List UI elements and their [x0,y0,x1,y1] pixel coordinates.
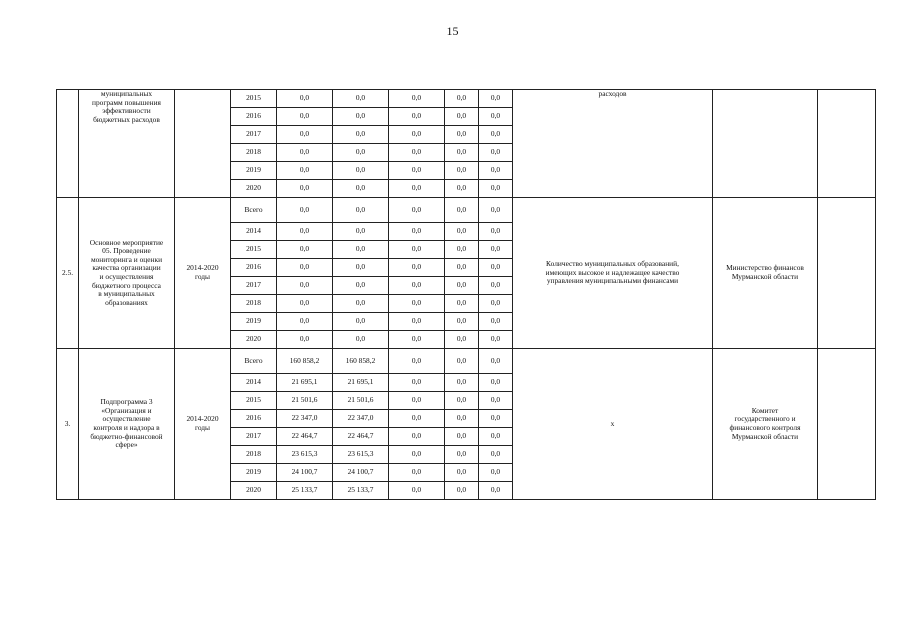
year-cell: 2016 [231,259,277,277]
value-cell: 0,0 [277,331,333,349]
indicator-text: расходов [598,89,627,98]
blank-cell [818,349,876,500]
item-name-line: эффективности [102,106,151,116]
value-cell: 0,0 [333,90,389,108]
indicator-line: Количество муниципальных образований, [546,259,679,269]
blank-cell [818,90,876,198]
year-cell: 2018 [231,295,277,313]
value-cell: 0,0 [333,331,389,349]
year-cell: 2015 [231,90,277,108]
value-cell: 0,0 [445,374,479,392]
value-cell: 0,0 [333,295,389,313]
value-cell: 0,0 [389,482,445,500]
value-cell: 0,0 [277,144,333,162]
value-cell: 0,0 [333,108,389,126]
value-cell: 0,0 [479,331,513,349]
value-cell: 0,0 [333,241,389,259]
value-cell: 0,0 [479,464,513,482]
value-cell: 0,0 [479,428,513,446]
value-cell: 24 100,7 [333,464,389,482]
value-cell: 25 133,7 [333,482,389,500]
value-cell: 0,0 [333,162,389,180]
period-cell [175,349,231,500]
item-name-line: программ повышения [92,97,161,107]
value-cell: 0,0 [277,198,333,223]
item-name-line: в муниципальных [98,289,155,299]
executor-line: Министерство финансов [726,263,804,273]
value-cell: 0,0 [479,410,513,428]
year-cell: 2016 [231,108,277,126]
value-cell: 0,0 [277,259,333,277]
value-cell: 0,0 [445,410,479,428]
value-cell: 0,0 [389,277,445,295]
value-cell: 0,0 [389,90,445,108]
value-cell: 0,0 [445,428,479,446]
period-line: 2014-2020 [186,263,219,273]
value-cell: 0,0 [277,90,333,108]
value-cell: 0,0 [479,277,513,295]
value-cell: 0,0 [479,126,513,144]
indicator-cell [513,90,713,198]
value-cell: 22 347,0 [333,410,389,428]
item-name-line: 05. Проведение [102,246,151,256]
value-cell: 21 501,6 [333,392,389,410]
value-cell: 0,0 [277,126,333,144]
item-number-cell [57,198,79,349]
value-cell: 0,0 [445,392,479,410]
value-cell: 0,0 [333,277,389,295]
value-cell: 160 858,2 [277,349,333,374]
value-cell: 0,0 [445,464,479,482]
item-name-cell [79,90,175,198]
value-cell: 0,0 [479,198,513,223]
table-row [57,198,876,223]
item-name-line: мониторинга и оценки [90,254,163,264]
value-cell: 0,0 [333,259,389,277]
executor-line: Мурманской области [731,272,799,281]
blank-cell [818,198,876,349]
budget-table [56,89,876,500]
year-cell: 2016 [231,410,277,428]
year-cell: 2018 [231,144,277,162]
value-cell: 0,0 [479,295,513,313]
value-cell: 0,0 [389,374,445,392]
value-cell: 160 858,2 [333,349,389,374]
indicator-cell [513,198,713,349]
page-number: 15 [446,24,459,38]
value-cell: 0,0 [445,331,479,349]
value-cell: 23 615,3 [333,446,389,464]
value-cell: 0,0 [333,144,389,162]
value-cell: 0,0 [389,144,445,162]
value-cell: 0,0 [479,108,513,126]
value-cell: 0,0 [389,162,445,180]
value-cell: 0,0 [445,126,479,144]
executor-line: финансового контроля [729,423,801,432]
year-cell: 2014 [231,223,277,241]
year-cell: 2019 [231,313,277,331]
item-number: 2.5. [61,267,74,277]
period-line: 2014-2020 [186,414,219,424]
value-cell: 0,0 [389,223,445,241]
year-cell: 2014 [231,374,277,392]
year-cell: 2019 [231,464,277,482]
year-cell: 2017 [231,126,277,144]
value-cell: 22 464,7 [277,428,333,446]
year-cell: 2017 [231,277,277,295]
value-cell: 0,0 [445,277,479,295]
value-cell: 0,0 [479,392,513,410]
period-line: годы [194,423,211,432]
year-cell: 2020 [231,180,277,198]
value-cell: 0,0 [479,259,513,277]
executor-line: государственного и [734,414,796,424]
year-cell: 2015 [231,241,277,259]
indicator-line: имеющих высокое и надлежащее качество [545,267,680,277]
value-cell: 22 464,7 [333,428,389,446]
value-cell: 24 100,7 [277,464,333,482]
value-cell: 0,0 [389,331,445,349]
value-cell: 0,0 [479,144,513,162]
value-cell: 0,0 [445,446,479,464]
value-cell: 0,0 [277,295,333,313]
indicator-cell [513,349,713,500]
value-cell: 0,0 [479,90,513,108]
item-name-line: муниципальных [100,89,153,98]
item-number-cell [57,349,79,500]
value-cell: 0,0 [445,108,479,126]
value-cell: 0,0 [479,313,513,331]
value-cell: 0,0 [277,162,333,180]
item-name-line: бюджетного процесса [92,280,161,290]
value-cell: 0,0 [445,162,479,180]
value-cell: 0,0 [277,108,333,126]
value-cell: 0,0 [479,223,513,241]
year-cell: 2017 [231,428,277,446]
value-cell: 21 501,6 [277,392,333,410]
value-cell: 0,0 [333,223,389,241]
value-cell: 0,0 [389,410,445,428]
year-cell: 2018 [231,446,277,464]
value-cell: 0,0 [277,277,333,295]
value-cell: 0,0 [277,180,333,198]
value-cell: 0,0 [445,223,479,241]
value-cell: 0,0 [333,180,389,198]
item-name-line: образованиях [105,297,148,307]
value-cell: 0,0 [277,241,333,259]
year-cell: 2020 [231,482,277,500]
value-cell: 0,0 [479,349,513,374]
value-cell: 0,0 [445,295,479,313]
value-cell: 0,0 [389,241,445,259]
indicator-line: управления муниципальными финансами [546,276,679,286]
value-cell: 0,0 [389,295,445,313]
item-number: 3. [64,418,71,428]
item-name-line: бюджетно-финансовой [90,431,163,441]
item-name-line: контроля и надзора в [93,423,160,432]
year-cell: Всего [231,198,277,223]
indicator-text: х [610,418,615,428]
value-cell: 0,0 [333,313,389,331]
value-cell: 0,0 [445,349,479,374]
executor-cell [713,90,818,198]
value-cell: 21 695,1 [333,374,389,392]
value-cell: 25 133,7 [277,482,333,500]
value-cell: 0,0 [445,198,479,223]
executor-cell [713,349,818,500]
executor-cell [713,198,818,349]
value-cell: 22 347,0 [277,410,333,428]
item-name-line: Основное мероприятие [89,237,164,247]
year-cell: Всего [231,349,277,374]
item-name-line: сфере» [115,440,138,450]
value-cell: 0,0 [445,241,479,259]
year-cell: 2015 [231,392,277,410]
value-cell: 0,0 [445,144,479,162]
table-row [57,90,876,108]
value-cell: 0,0 [445,90,479,108]
value-cell: 21 695,1 [277,374,333,392]
value-cell: 0,0 [389,392,445,410]
item-name-cell [79,349,175,500]
year-cell: 2020 [231,331,277,349]
table-row [57,349,876,374]
value-cell: 0,0 [389,428,445,446]
value-cell: 23 615,3 [277,446,333,464]
value-cell: 0,0 [389,464,445,482]
period-cell [175,198,231,349]
item-name-line: и осуществления [99,272,154,281]
value-cell: 0,0 [479,241,513,259]
executor-line: Комитет [751,405,779,415]
value-cell: 0,0 [389,313,445,331]
executor-line: Мурманской области [731,431,799,441]
value-cell: 0,0 [389,198,445,223]
item-name-line: качества организации [92,263,161,273]
item-name-cell [79,198,175,349]
value-cell: 0,0 [333,198,389,223]
value-cell: 0,0 [277,223,333,241]
value-cell: 0,0 [389,108,445,126]
value-cell: 0,0 [445,259,479,277]
value-cell: 0,0 [479,446,513,464]
item-name-line: бюджетных расходов [93,114,160,124]
item-name-line: «Организация и [101,405,152,415]
value-cell: 0,0 [389,259,445,277]
value-cell: 0,0 [389,180,445,198]
value-cell: 0,0 [445,482,479,500]
value-cell: 0,0 [389,126,445,144]
period-cell [175,90,231,198]
value-cell: 0,0 [479,180,513,198]
year-cell: 2019 [231,162,277,180]
value-cell: 0,0 [445,180,479,198]
item-number-cell [57,90,79,198]
value-cell: 0,0 [389,349,445,374]
item-name-line: осуществление [102,414,151,424]
value-cell: 0,0 [445,313,479,331]
value-cell: 0,0 [479,162,513,180]
value-cell: 0,0 [479,482,513,500]
value-cell: 0,0 [479,374,513,392]
value-cell: 0,0 [277,313,333,331]
period-line: годы [194,272,211,281]
item-name-line: Подпрограмма 3 [100,397,153,407]
value-cell: 0,0 [389,446,445,464]
value-cell: 0,0 [333,126,389,144]
